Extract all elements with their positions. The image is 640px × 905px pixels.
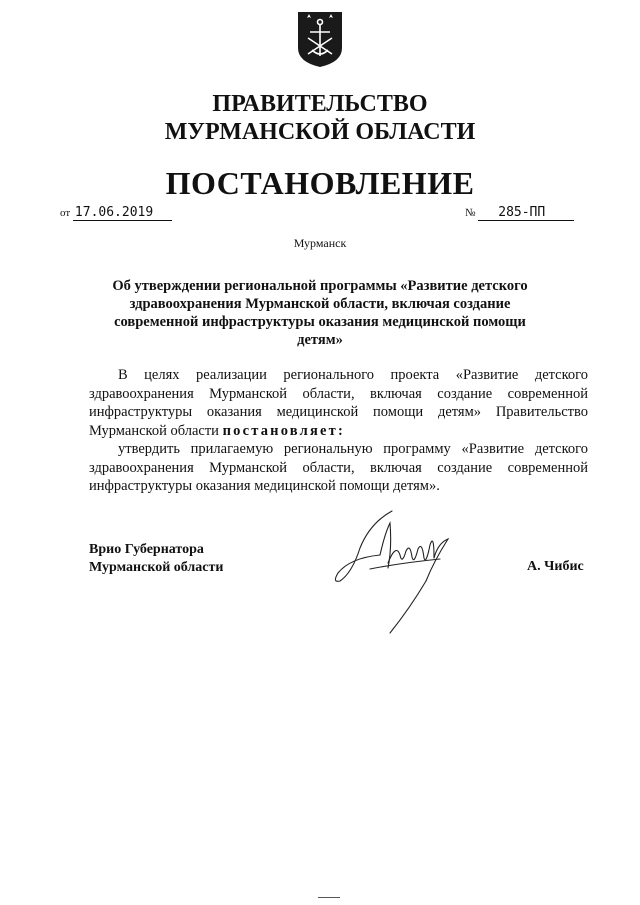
- city: Мурманск: [293, 236, 347, 250]
- date-value: 17.06.2019: [73, 205, 172, 221]
- resolution-word: постановляет:: [222, 422, 346, 439]
- document-title: Об утверждении региональной программы «Развитие детского здравоохранения Мурманской области, включая создание современной инфраструктуры оказания медицинской помощи детям»: [112, 278, 528, 348]
- number-value: 285-ПП: [478, 205, 574, 221]
- signer-position-line-1: Врио Губернатора: [89, 542, 204, 557]
- date-field: [60, 205, 172, 221]
- paragraph-1-text: В целях реализации регионального проекта «Развитие детского здравоохранения Мурманской области, включая создание современной инфраструктуры оказания медицинской помощи детям» Правительство Мурманской области: [89, 367, 588, 439]
- signer-name: А. Чибис: [527, 559, 584, 574]
- organization-name: [0, 90, 640, 146]
- document-body: [89, 366, 588, 496]
- coat-of-arms-icon: [296, 10, 344, 68]
- signer-position-line-2: Мурманской области: [89, 560, 224, 575]
- number-field: [465, 205, 574, 221]
- signer-position: [89, 541, 223, 577]
- org-line-2: МУРМАНСКОЙ ОБЛАСТИ: [164, 119, 476, 145]
- handwritten-signature: [330, 503, 460, 638]
- body-paragraph-1: [89, 366, 588, 440]
- date-prefix: от: [60, 207, 71, 219]
- footer-divider: [318, 897, 340, 898]
- org-line-1: ПРАВИТЕЛЬСТВО: [212, 91, 428, 117]
- document-type: ПОСТАНОВЛЕНИЕ: [165, 165, 475, 201]
- number-prefix: №: [465, 207, 476, 219]
- body-paragraph-2: утвердить прилагаемую региональную программу «Развитие детского здравоохранения Мурманской области, включая создание современной инфраструктуры оказания медицинской помощи детям».: [89, 441, 588, 494]
